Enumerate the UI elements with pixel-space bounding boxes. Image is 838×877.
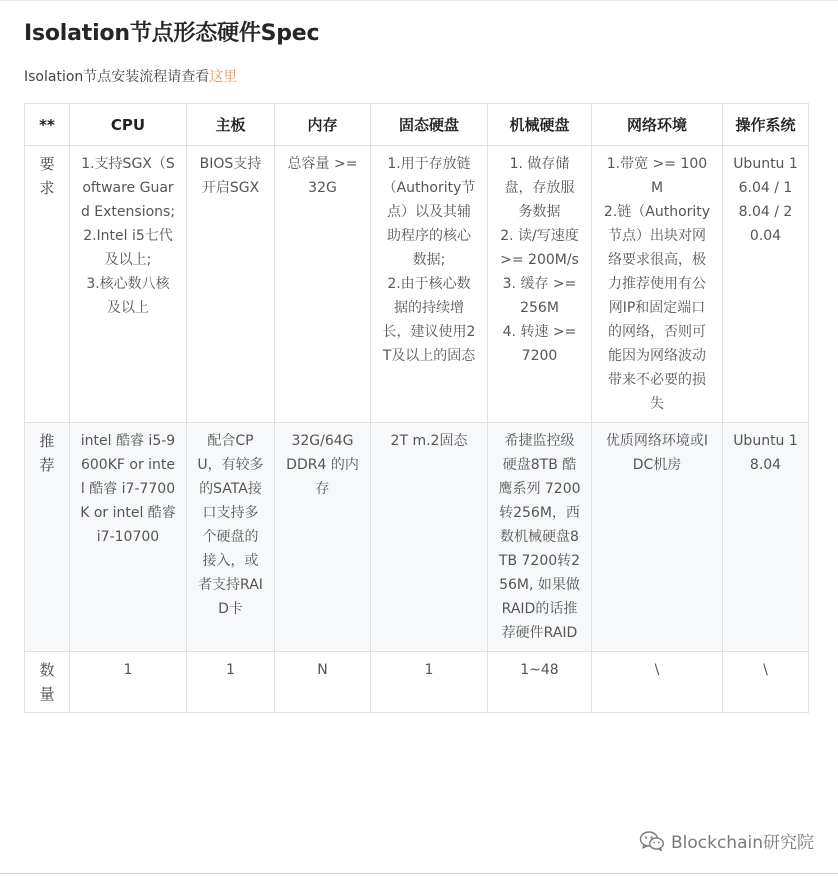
table-cell: 1 bbox=[187, 652, 275, 713]
header-cell-memory: 内存 bbox=[275, 104, 371, 146]
table-cell: Ubuntu 16.04 / 18.04 / 20.04 bbox=[723, 146, 809, 423]
header-cell-network: 网络环境 bbox=[592, 104, 723, 146]
table-cell: 1 bbox=[70, 652, 187, 713]
row-label: 推荐 bbox=[25, 423, 70, 652]
table-cell: \ bbox=[592, 652, 723, 713]
header-cell-cpu: CPU bbox=[70, 104, 187, 146]
table-cell: 配合CPU，有较多的SATA接口支持多个硬盘的接入，或者支持RAID卡 bbox=[187, 423, 275, 652]
header-cell-ssd: 固态硬盘 bbox=[371, 104, 488, 146]
install-guide-link[interactable]: 这里 bbox=[209, 69, 238, 85]
table-header-row bbox=[25, 104, 809, 146]
table-cell: 1. 做存储盘，存放服务数据 2. 读/写速度 >= 200M/s 3. 缓存 >= 256M 4. 转速 >= 7200 bbox=[488, 146, 592, 423]
table-cell: 32G/64G DDR4 的内存 bbox=[275, 423, 371, 652]
watermark bbox=[639, 828, 814, 853]
table-cell: BIOS支持开启SGX bbox=[187, 146, 275, 423]
top-divider bbox=[0, 0, 838, 1]
row-label: 数量 bbox=[25, 652, 70, 713]
hardware-spec-table bbox=[24, 103, 809, 713]
intro-text: Isolation节点安装流程请查看 bbox=[24, 69, 210, 85]
table-cell: intel 酷睿 i5-9600KF or intel 酷睿 i7-7700K or intel 酷睿 i7-10700 bbox=[70, 423, 187, 652]
page-title: Isolation节点形态硬件Spec bbox=[24, 21, 320, 46]
intro-paragraph bbox=[24, 66, 237, 86]
header-cell-os: 操作系统 bbox=[723, 104, 809, 146]
table-cell: 优质网络环境或IDC机房 bbox=[592, 423, 723, 652]
header-cell-hdd: 机械硬盘 bbox=[488, 104, 592, 146]
row-label: 要求 bbox=[25, 146, 70, 423]
table-cell: 总容量 >= 32G bbox=[275, 146, 371, 423]
table-row-quantity bbox=[25, 652, 809, 713]
watermark-text: Blockchain研究院 bbox=[670, 833, 814, 853]
header-cell-motherboard: 主板 bbox=[187, 104, 275, 146]
wechat-icon bbox=[639, 830, 665, 852]
table-cell: 1 bbox=[371, 652, 488, 713]
table-row-recommended bbox=[25, 423, 809, 652]
bottom-divider bbox=[0, 873, 838, 874]
table-cell: \ bbox=[723, 652, 809, 713]
table-row-requirement bbox=[25, 146, 809, 423]
table-cell: 2T m.2固态 bbox=[371, 423, 488, 652]
table-cell: 希捷监控级硬盘8TB 酷鹰系列 7200转256M，西数机械硬盘8TB 7200转256M, 如果做RAID的话推荐硬件RAID bbox=[488, 423, 592, 652]
table-cell: 1~48 bbox=[488, 652, 592, 713]
table-cell: 1.带宽 >= 100M 2.链（Authority节点）出块对网络要求很高，极力推荐使用有公网IP和固定端口的网络，否则可能因为网络波动带来不必要的损失 bbox=[592, 146, 723, 423]
table-cell: N bbox=[275, 652, 371, 713]
table-cell: Ubuntu 18.04 bbox=[723, 423, 809, 652]
header-cell-corner: ** bbox=[25, 104, 70, 146]
table-cell: 1.支持SGX（Software Guard Extensions; 2.Intel i5七代及以上; 3.核心数八核及以上 bbox=[70, 146, 187, 423]
table-cell: 1.用于存放链（Authority节点）以及其辅助程序的核心数据; 2.由于核心数据的持续增长，建议使用2T及以上的固态 bbox=[371, 146, 488, 423]
